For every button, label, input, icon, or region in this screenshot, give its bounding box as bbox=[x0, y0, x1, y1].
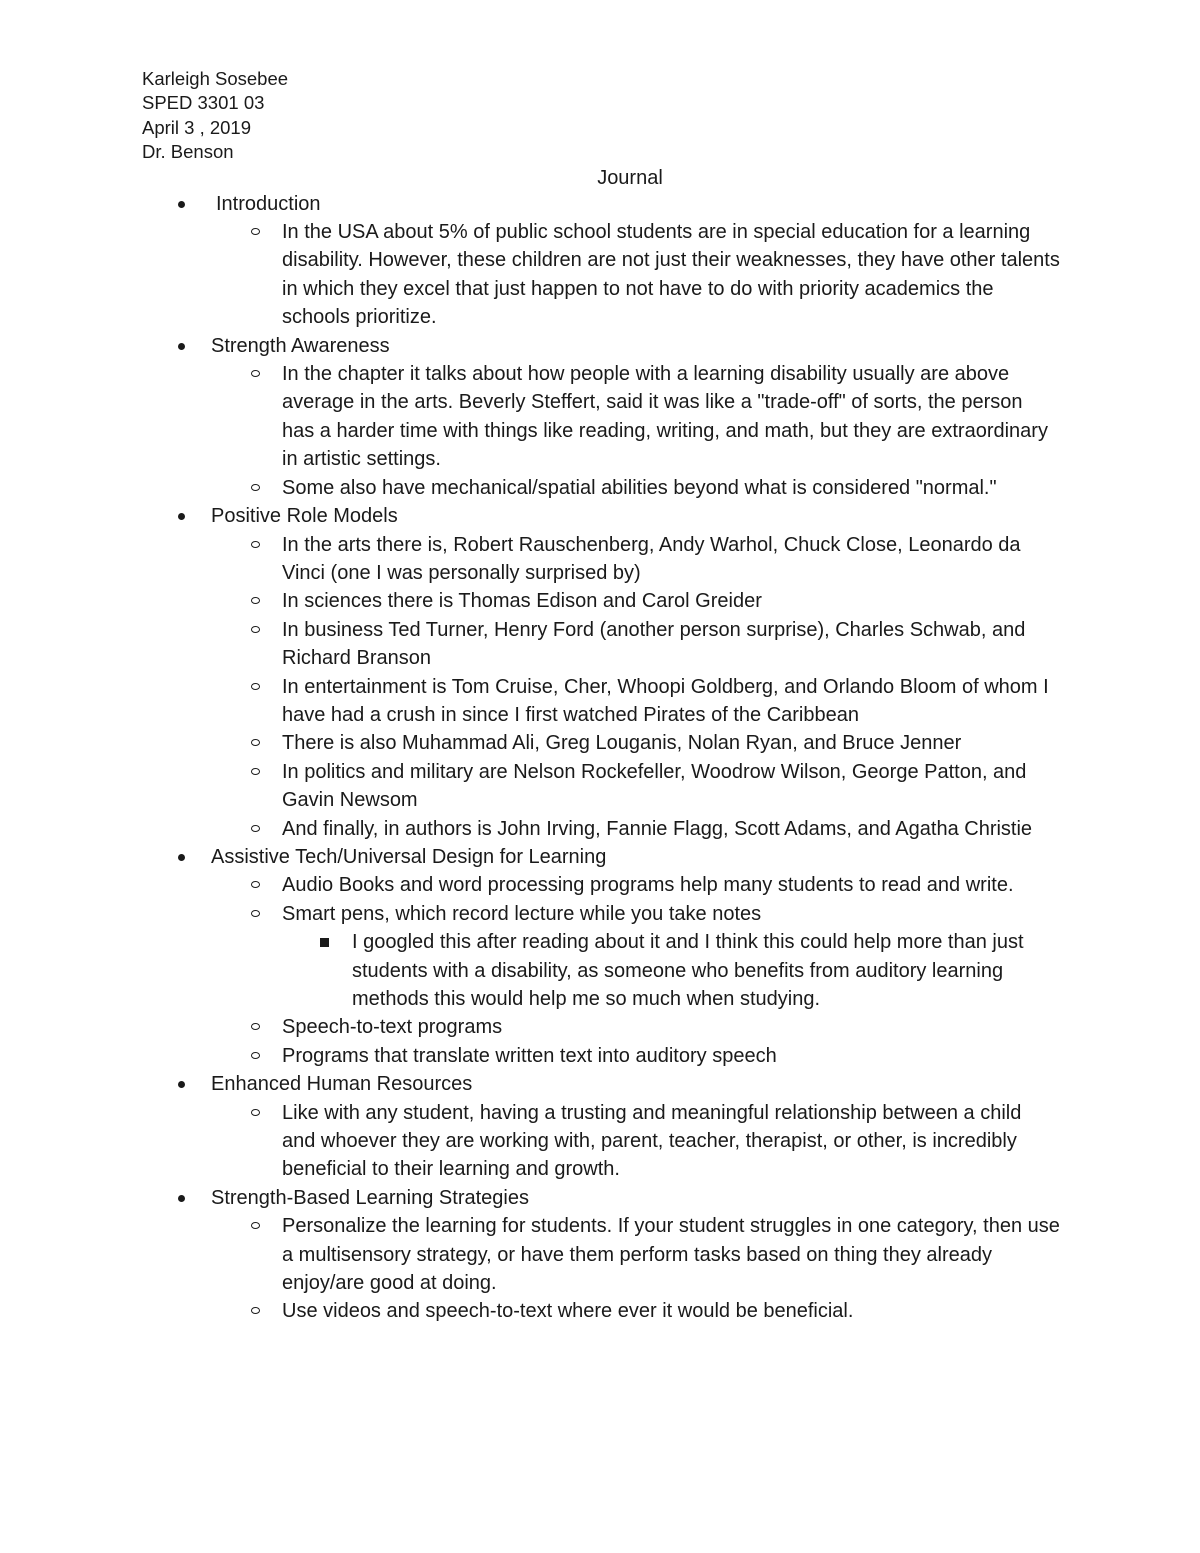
section-heading: Positive Role Models bbox=[211, 505, 398, 528]
disc-bullet-icon bbox=[178, 513, 185, 520]
section-enhanced-human-resources bbox=[142, 1070, 1060, 1184]
disc-bullet-icon bbox=[178, 343, 185, 350]
section-heading: Strength-Based Learning Strategies bbox=[211, 1186, 529, 1209]
course-code: SPED 3301 03 bbox=[142, 92, 265, 114]
circle-bullet-icon bbox=[251, 626, 260, 633]
circle-bullet-icon bbox=[251, 1023, 260, 1030]
list-item bbox=[211, 758, 1060, 815]
list-item bbox=[211, 729, 1060, 757]
list-item-text: Speech-to-text programs bbox=[282, 1016, 503, 1039]
sub-list-item-text: I googled this after reading about it and I think this could help more than just students with a disability, as someone who benefits from auditory learning methods this would help me so much when studying. bbox=[352, 931, 1024, 1010]
list-item-text: In the arts there is, Robert Rauschenberg, Andy Warhol, Chuck Close, Leonardo da Vinci (one I was personally surprised by) bbox=[282, 533, 1021, 584]
disc-bullet-icon bbox=[178, 201, 185, 208]
section-list bbox=[142, 190, 1060, 1326]
list-item bbox=[211, 815, 1060, 843]
list-item bbox=[211, 587, 1060, 615]
document-date: April 3 , 2019 bbox=[142, 116, 252, 138]
section-strength-based-strategies bbox=[142, 1184, 1060, 1326]
section-heading: Assistive Tech/Universal Design for Learning bbox=[211, 845, 607, 868]
section-introduction bbox=[142, 190, 1060, 332]
circle-bullet-icon bbox=[251, 739, 260, 746]
list-item-text: In politics and military are Nelson Rockefeller, Woodrow Wilson, George Patton, and Gavin Newsom bbox=[282, 760, 1027, 812]
list-item-text: In entertainment is Tom Cruise, Cher, Whoopi Goldberg, and Orlando Bloom of whom I have had a crush in since I first watched Pirates of the Caribbean bbox=[282, 675, 1049, 726]
list-item-text: Use videos and speech-to-text where ever it would be beneficial. bbox=[282, 1300, 854, 1323]
list-item-text: Smart pens, which record lecture while you take notes bbox=[282, 902, 762, 925]
circle-bullet-icon bbox=[251, 541, 260, 548]
list-item bbox=[211, 1099, 1060, 1184]
list-item-text: Personalize the learning for students. If your student struggles in one category, then use a multisensory strategy, or have them perform tasks based on thing they already enjoy/are good at doing. bbox=[282, 1215, 1060, 1295]
list-item-text: And finally, in authors is John Irving, Fannie Flagg, Scott Adams, and Agatha Christie bbox=[282, 817, 1033, 840]
list-item-text: In sciences there is Thomas Edison and Carol Greider bbox=[282, 590, 762, 613]
author-name: Karleigh Sosebee bbox=[142, 68, 289, 89]
circle-bullet-icon bbox=[251, 1052, 260, 1059]
circle-bullet-icon bbox=[251, 881, 260, 888]
list-item bbox=[211, 673, 1060, 730]
disc-bullet-icon bbox=[178, 1081, 185, 1088]
list-item-text: In the USA about 5% of public school students are in special education for a learning disability. However, these children are not just their weaknesses, they have other talents in which they excel that just happen to not have to do with priority academics the schools prioritize. bbox=[282, 221, 1060, 329]
list-item-text: In business Ted Turner, Henry Ford (another person surprise), Charles Schwab, and Richard Branson bbox=[282, 618, 1026, 670]
section-heading: Introduction bbox=[216, 192, 321, 215]
section-assistive-tech bbox=[142, 843, 1060, 1070]
circle-bullet-icon bbox=[251, 1222, 260, 1229]
list-item bbox=[211, 531, 1060, 588]
circle-bullet-icon bbox=[251, 597, 260, 604]
list-item-text: There is also Muhammad Ali, Greg Louganis, Nolan Ryan, and Bruce Jenner bbox=[282, 732, 962, 755]
section-positive-role-models bbox=[142, 502, 1060, 843]
list-item bbox=[211, 218, 1060, 332]
circle-bullet-icon bbox=[251, 1307, 260, 1314]
list-item bbox=[211, 900, 1060, 1014]
document-title: Journal bbox=[597, 166, 663, 189]
list-item-text: In the chapter it talks about how people with a learning disability usually are above average in the arts. Beverly Steffert, said it was like a "trade-off" of sorts, the person has a harder time with things like reading, writing, and math, but they are extraordinary in artistic settings. bbox=[282, 363, 1048, 471]
disc-bullet-icon bbox=[178, 854, 185, 861]
circle-bullet-icon bbox=[251, 228, 260, 235]
section-heading: Strength Awareness bbox=[211, 334, 390, 357]
list-item-text: Audio Books and word processing programs help many students to read and write. bbox=[282, 874, 1014, 897]
list-item bbox=[211, 474, 1060, 502]
circle-bullet-icon bbox=[251, 370, 260, 377]
instructor-name: Dr. Benson bbox=[142, 141, 234, 163]
square-bullet-icon bbox=[320, 938, 329, 947]
list-item bbox=[211, 1297, 1060, 1325]
list-item bbox=[211, 871, 1060, 899]
list-item-text: Some also have mechanical/spatial abilities beyond what is considered "normal." bbox=[282, 476, 997, 499]
circle-bullet-icon bbox=[251, 910, 260, 917]
list-item bbox=[211, 1212, 1060, 1297]
section-strength-awareness bbox=[142, 332, 1060, 502]
circle-bullet-icon bbox=[251, 484, 260, 491]
circle-bullet-icon bbox=[251, 683, 260, 690]
circle-bullet-icon bbox=[251, 1109, 260, 1116]
list-item bbox=[211, 616, 1060, 673]
sub-list-item bbox=[282, 928, 1060, 1013]
list-item bbox=[211, 360, 1060, 474]
circle-bullet-icon bbox=[251, 768, 260, 775]
list-item-text: Like with any student, having a trusting and meaningful relationship between a child and whoever they are working with, parent, teacher, therapist, or other, is incredibly beneficial to their learning and growth. bbox=[282, 1101, 1022, 1181]
disc-bullet-icon bbox=[178, 1195, 185, 1202]
list-item bbox=[211, 1042, 1060, 1070]
section-heading: Enhanced Human Resources bbox=[211, 1073, 473, 1096]
list-item bbox=[211, 1013, 1060, 1041]
circle-bullet-icon bbox=[251, 825, 260, 832]
list-item-text: Programs that translate written text into auditory speech bbox=[282, 1044, 777, 1067]
